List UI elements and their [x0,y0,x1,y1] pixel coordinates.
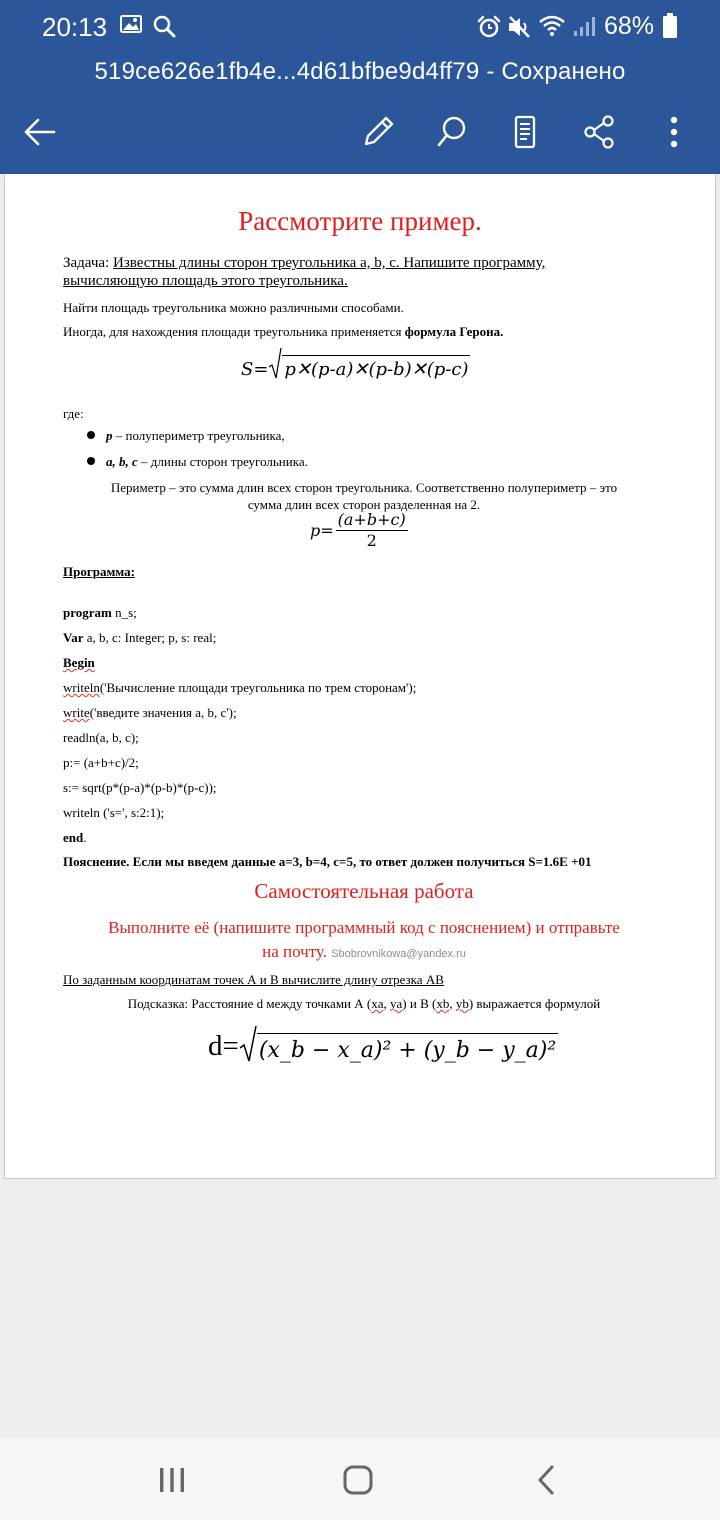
perimeter-line-2: сумма длин всех сторон разделенная на 2. [247,497,481,512]
explanation-note: Пояснение. Если мы введем данные a=3, b=4, c=5, то ответ должен получиться S=1.6E +01 [63,854,592,869]
code-text: n_s; [111,605,137,620]
code-text: . [83,830,87,845]
paragraph-heron-text: Иногда, для нахождения площади треугольника применяется [63,324,405,339]
paragraph-methods: Найти площадь треугольника можно различными способами. [63,300,404,315]
recent-apps-icon [157,1466,187,1494]
instruction-text [5,916,720,966]
more-options-button[interactable] [650,108,698,156]
perimeter-line-1: Периметр – это сумма длин всех сторон треугольника. Соответственно полупериметр – это [110,480,618,495]
bullet-sides [106,453,308,470]
assignment-text: По заданным координатам точек А и В вычислите длину отрезка АВ [63,972,444,987]
heron-formula-lhs: S= [241,359,269,380]
semi-perimeter-formula [310,510,408,550]
code-line-2 [63,630,216,646]
hint-var: yb [455,996,469,1011]
arrow-left-icon [22,114,58,150]
document-page[interactable] [4,174,716,1179]
distance-formula-lhs: d= [208,1030,239,1062]
hint-var: xa [371,996,384,1011]
phone-layout-icon [507,114,543,150]
where-label: где: [63,406,84,421]
bullet-term-p: p [106,428,113,443]
semi-perimeter-numerator: (a+b+c) [337,510,406,529]
mute-icon [506,14,532,44]
semi-perimeter-denominator: 2 [366,531,377,550]
reading-view-button[interactable] [501,108,549,156]
hint-part: ) и В ( [402,996,437,1011]
program-heading: Программа: [63,564,135,579]
instruction-line-2: на почту. [262,942,327,961]
app-header [0,0,720,174]
code-line-5 [63,705,237,721]
bullet-dot [87,457,95,465]
heron-formula [241,346,470,380]
code-line-3: Begin [63,655,95,670]
instruction-line-1: Выполните её (напишите программный код с пояснением) и отправьте [108,918,620,937]
hint-text [5,996,720,1012]
back-button[interactable] [16,108,64,156]
hint-part: ) выражается формулой [468,996,601,1011]
pencil-icon [360,114,396,150]
hint-var: xb [436,996,450,1011]
perimeter-paragraph [5,479,720,513]
paragraph-heron-bold: формула Герона. [404,324,504,339]
task-line-1: Известны длины сторон треугольника a, b, c. Напишите программу, [112,255,546,271]
status-time: 20:13 [42,12,108,42]
code-line-7: p:= (a+b+c)/2; [63,755,139,770]
edit-button[interactable] [354,108,402,156]
home-icon [342,1464,374,1496]
code-function: write [63,705,90,720]
hint-var: ya [390,996,403,1011]
distance-formula [208,1019,558,1063]
hint-part: Подсказка: Расстояние d между точками А ( [127,996,372,1011]
code-line-1 [63,605,137,621]
hint-part: , [383,996,390,1011]
code-line-9: writeln ('s=', s:2:1); [63,805,165,820]
code-line-8: s:= sqrt(p*(p-a)*(p-b)*(p-c)); [63,780,217,795]
share-icon [581,114,617,150]
battery-level: 68% [603,12,654,40]
system-back-button[interactable] [516,1458,576,1502]
code-text: a, b, c: Integer; p, s: real; [83,630,217,645]
bullet-term-abc: a, b, c [106,454,138,469]
system-navigation-bar [0,1438,720,1520]
battery-icon [662,13,678,43]
semi-perimeter-lhs: p= [310,520,334,540]
code-keyword: end [63,830,84,845]
heron-formula-radicand: p✕(p-a)✕(p-b)✕(p-c) [282,355,470,380]
bullet-text-p: – полупериметр треугольника, [112,428,285,443]
code-text: ('введите значения a, b, c'); [89,705,237,720]
bullet-text-abc: – длины сторон треугольника. [137,454,308,469]
bullet-dot [87,431,95,439]
code-function: writeln [63,680,100,695]
sqrt-symbol [268,346,282,380]
wifi-icon [538,14,566,42]
code-line-10 [63,830,86,846]
independent-work-heading: Самостоятельная работа [254,879,474,903]
code-line-4 [63,680,416,696]
task-line-2: вычисляющую площадь этого треугольника. [63,273,348,289]
recent-apps-button[interactable] [142,1458,202,1502]
search-button[interactable] [428,108,476,156]
bullet-semi-perimeter [106,427,285,444]
gallery-icon [120,14,142,38]
share-button[interactable] [575,108,623,156]
page-heading: Рассмотрите пример. [238,206,482,236]
code-keyword: program [63,605,112,620]
signal-icon [572,14,596,42]
alarm-icon [476,14,502,44]
distance-formula-radicand: (x_b − x_a)² + (y_b − y_a)² [257,1033,558,1063]
search-icon [434,114,470,150]
document-title[interactable]: 519ce626e1fb4e...4d61bfbe9d4ff79 - Сохранено [94,58,626,85]
paragraph-heron [63,323,503,340]
task-statement [63,254,545,290]
more-vertical-icon [656,114,692,150]
sqrt-symbol [239,1023,257,1063]
task-prefix: Задача: [63,255,113,271]
hint-part: , [449,996,456,1011]
code-keyword: Var [63,630,84,645]
status-bar [0,0,720,56]
email-address[interactable]: Sbobrovnikowa@yandex.ru [331,948,466,960]
back-chevron-icon [534,1464,558,1496]
code-text: ('Вычисление площади треугольника по трем сторонам'); [99,680,417,695]
search-status-icon [152,14,176,42]
code-line-6: readln(a, b, c); [63,730,139,745]
home-button[interactable] [328,1458,388,1502]
